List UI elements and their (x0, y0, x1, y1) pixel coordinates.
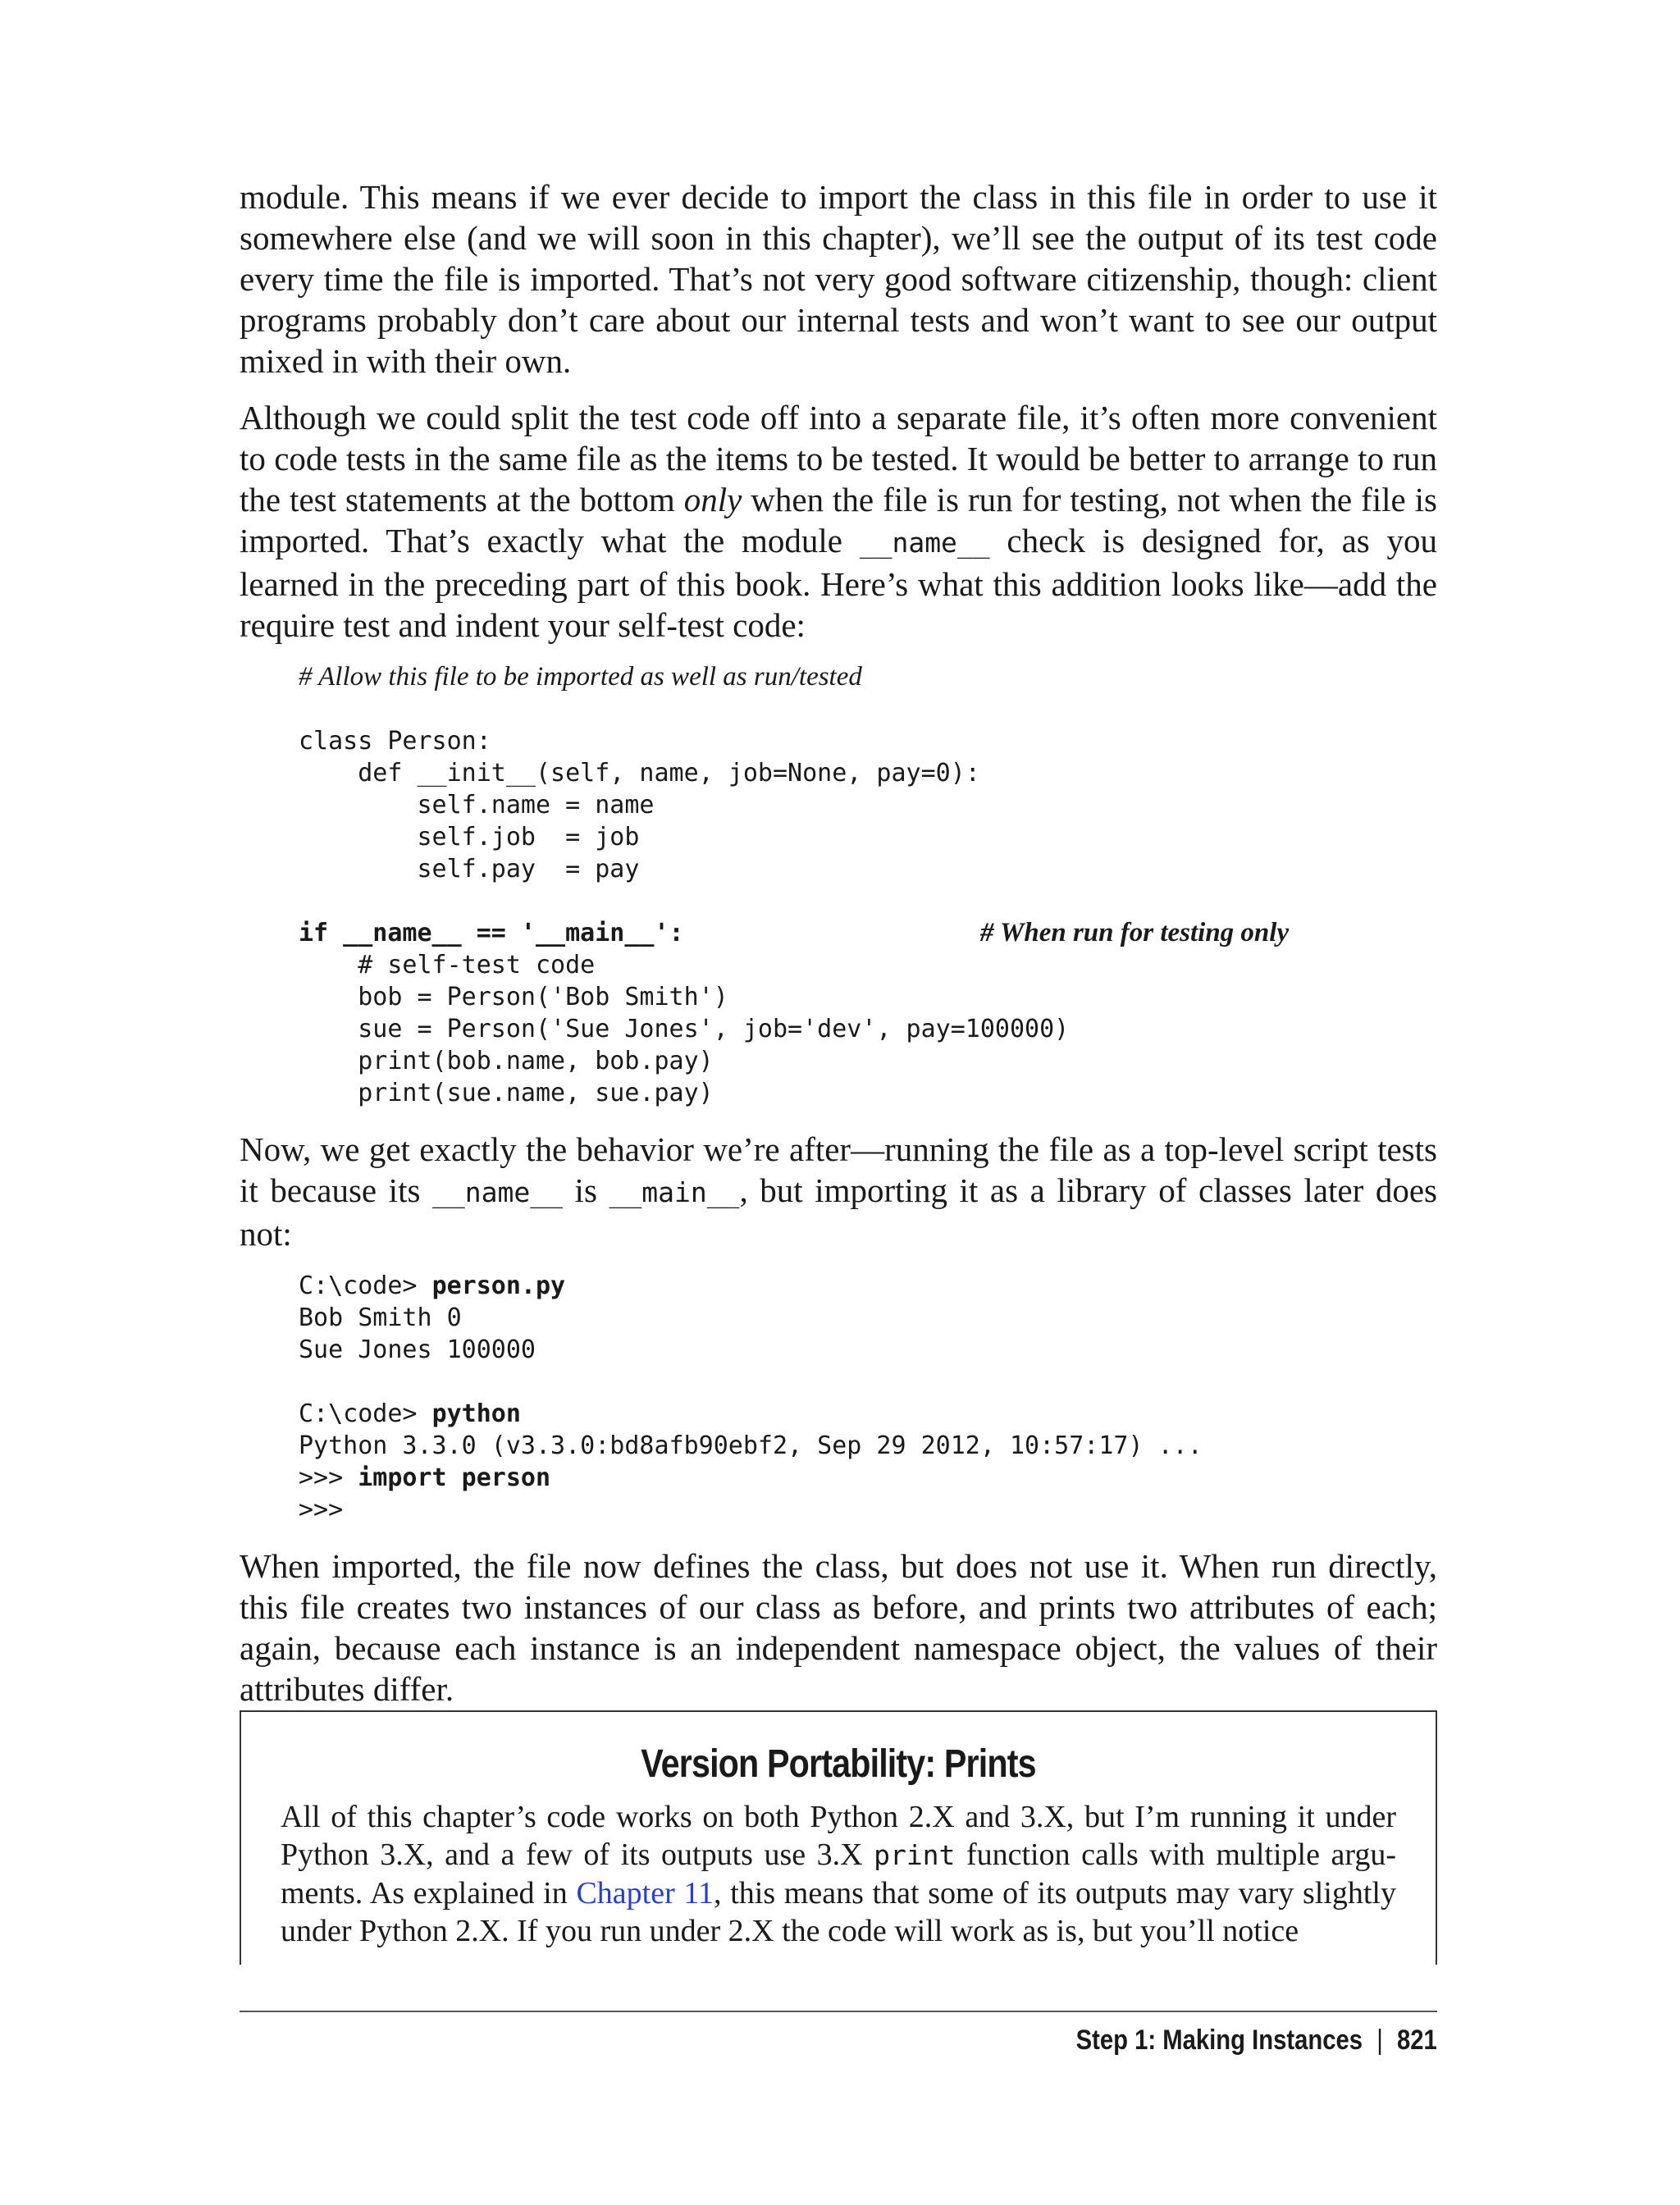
console-command: person.py (431, 1271, 566, 1300)
inline-code-name: __name__ (859, 527, 990, 559)
code-line: bob = Person('Bob Smith') (299, 983, 728, 1011)
console-prompt: >>> (299, 1463, 358, 1492)
code-comment-testing: # When run for testing only (979, 918, 1290, 947)
console-line (299, 1398, 1437, 1430)
code-blank-line (299, 1366, 1437, 1398)
paragraph-text: All of this chapter’s code works on both Python 2.X and 3.X, but I’m running it under Python 3.X, and a few of its outputs use 3.X (281, 1800, 1396, 1872)
code-line: sue = Person('Sue Jones', job='dev', pay=100000) (299, 1015, 1070, 1043)
console-prompt: C:\code> (299, 1271, 432, 1300)
console-command: python (431, 1399, 521, 1428)
paragraph-text: , but importing it as a library of classes later does not: (240, 1171, 1437, 1253)
footer-section-title: Step 1: Making Instances (1075, 2025, 1363, 2056)
paragraph-4 (240, 1545, 1437, 1710)
code-line: def __init__(self, name, job=None, pay=0): (299, 759, 980, 788)
console-command: import person (358, 1463, 551, 1492)
paragraph-3 (240, 1129, 1437, 1254)
console-output: Bob Smith 0 (299, 1303, 462, 1332)
chapter-11-link[interactable]: Chapter 11 (576, 1876, 714, 1911)
code-block-person (299, 661, 1437, 1109)
paragraph-text: Now, we get exactly the behavior we’re after—running the file as a top-level script tests it because its (240, 1130, 1437, 1209)
paragraph-text: check is designed for, as you learned in the preceding part of this book. Here’s what this addition looks like—add the require test and indent your self-test code: (240, 522, 1437, 644)
console-line (299, 1270, 1437, 1302)
console-prompt: C:\code> (299, 1399, 432, 1428)
sidebar-version-portability (240, 1710, 1437, 1965)
sidebar-title: Version Portability: Prints (641, 1742, 1036, 1786)
paragraph-text: when the file is run for testing, not when the file is imported. That’s exactly what the module (240, 481, 1437, 559)
code-line: class Person: (299, 727, 491, 756)
code-line: self.job = job (299, 823, 640, 851)
emphasis-only: only (683, 481, 742, 518)
footer-separator: | (1376, 2025, 1384, 2056)
code-line-main-check (299, 917, 1437, 949)
code-line: print(sue.name, sue.pay) (299, 1079, 714, 1107)
code-comment: # Allow this file to be imported as well as run/tested (299, 662, 862, 692)
inline-code-main: __main__ (609, 1176, 740, 1208)
paragraph-1 (240, 176, 1437, 381)
code-main-check: if __name__ == '__main__': (299, 919, 980, 947)
code-blank-line (299, 885, 1437, 917)
paragraph-text: , this means that some of its outputs may vary slightly under Python 2.X. If you run under 2.X the code will work as is, but you’ll notice (281, 1876, 1396, 1948)
inline-code-name: __name__ (432, 1176, 563, 1208)
paragraph-text: is (562, 1171, 609, 1209)
console-output: Python 3.3.0 (v3.3.0:bd8afb90ebf2, Sep 29 2012, 10:57:17) ... (299, 1431, 1203, 1460)
sidebar-paragraph (281, 1798, 1396, 1950)
page-number: 821 (1397, 2025, 1437, 2056)
code-line: print(bob.name, bob.pay) (299, 1047, 714, 1075)
paragraph-text: function calls with multiple arguments. As explained in (281, 1838, 1396, 1911)
paragraph-2 (240, 397, 1437, 646)
inline-code-print: print (874, 1839, 956, 1871)
paragraph-text: When imported, the file now defines the class, but does not use it. When run directly, this file creates two instances of our class as before, and prints two attributes of each; again, because each instance is an independent namespace object, the values of their attributes differ. (240, 1547, 1437, 1708)
code-line: # self-test code (299, 951, 596, 979)
console-output: Sue Jones 100000 (299, 1335, 536, 1364)
code-blank-line (299, 693, 1437, 725)
page-body (240, 176, 1437, 1725)
console-prompt: >>> (299, 1495, 344, 1524)
console-line (299, 1462, 1437, 1494)
code-line: self.name = name (299, 791, 655, 819)
footer-divider (240, 2011, 1437, 2012)
page-footer (1076, 2025, 1437, 2057)
paragraph-text: Although we could split the test code off into a separate file, it’s often more convenient to code tests in the same file as the items to be tested. It would be better to arrange to run the test statements at the bottom (240, 399, 1437, 518)
paragraph-text: module. This means if we ever decide to import the class in this file in order to use it somewhere else (and we will soon in this chapter), we’ll see the output of its test code every time the file is imported. That’s not very good software citizenship, though: client programs probably don’t care about our internal tests and won’t want to see our output mixed in with their own. (240, 178, 1437, 380)
code-line: self.pay = pay (299, 855, 640, 883)
code-block-console (299, 1270, 1437, 1526)
